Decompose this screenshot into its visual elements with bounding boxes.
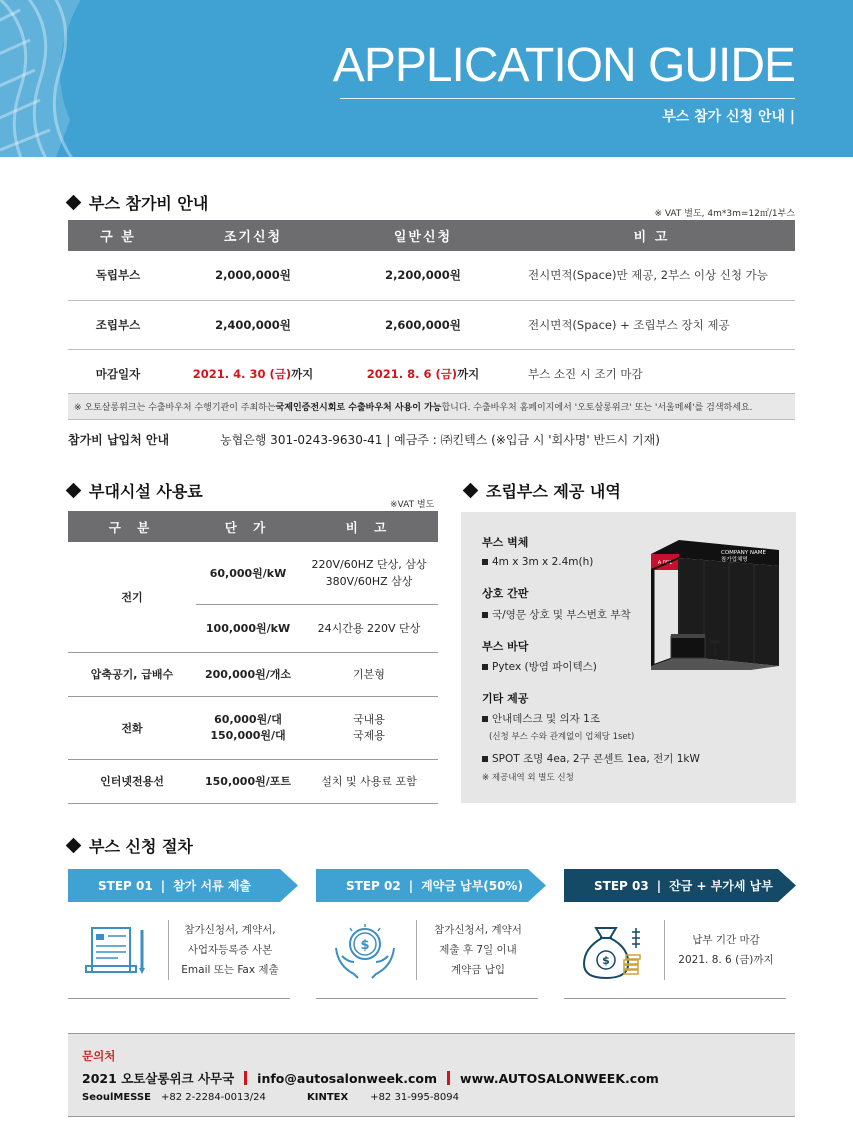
header-cell: 구 분 [68, 511, 196, 542]
etc-item-spot: SPOT 조명 4ea, 2구 콘센트 1ea, 전기 1kW [482, 751, 700, 766]
cell: 2021. 4. 30 (금)까지 [168, 349, 338, 398]
floor-heading: 부스 바닥 [482, 640, 529, 653]
fee-section-title: 부스 참가비 안내 [66, 191, 208, 214]
hands-coin-icon [330, 922, 400, 982]
separator-bar [244, 1071, 247, 1085]
table-row [68, 300, 795, 349]
square-bullet-icon [482, 716, 488, 722]
kintex-phone: +82 31-995-8094 [370, 1092, 459, 1103]
step-label: 잔금 + 부가세 납부 [669, 879, 773, 893]
extra-request-note: ※ 제공내역 외 별도 신청 [482, 773, 574, 783]
step-02-text: 참가신청서, 계약서 제출 후 7일 이내 계약금 납입 [434, 924, 522, 976]
cell: 마감일자 [68, 349, 168, 398]
tire-tread-icon [0, 0, 180, 157]
fee-table-header [68, 220, 795, 251]
step-number: STEP 01 [98, 878, 153, 893]
payment-info: 참가비 납입처 안내 농협은행 301-0243-9630-41 | 예금주 : ㈜킨텍스 (※입금 시 '회사명' 반드시 기재) [68, 433, 660, 447]
fee-table [68, 220, 795, 399]
step-01-text: 참가신청서, 계약서, 사업자등록증 사본 Email 또는 Fax 제출 [181, 924, 279, 976]
cell: 전화 [68, 696, 196, 759]
header-cell: 비 고 [508, 220, 795, 251]
step-03-text: 납부 기간 마감 2021. 8. 6 (금)까지 [678, 934, 774, 966]
header-cell: 조기신청 [168, 220, 338, 251]
seoulmesse-logo: SeoulMESSE [82, 1092, 151, 1103]
table-row [68, 696, 438, 759]
cell: 24시간용 220V 단상 [300, 604, 438, 652]
cell: 2,600,000원 [338, 300, 508, 349]
separator-bar [447, 1071, 450, 1085]
step-label: 계약금 납부(50%) [421, 879, 523, 893]
etc-heading: 기타 제공 [482, 692, 529, 705]
cell: 전기 [68, 542, 196, 652]
contact-footer [68, 1033, 795, 1117]
svg-text:$: $ [360, 938, 370, 953]
steps-section-title: 부스 신청 절차 [66, 834, 193, 857]
table-row [68, 251, 795, 300]
cell: 2021. 8. 6 (금)까지 [338, 349, 508, 398]
sign-item: 국/영문 상호 및 부스번호 부착 [482, 607, 631, 622]
diamond-bullet-icon [66, 195, 82, 211]
table-row [68, 349, 795, 398]
cell: 국내용 국제용 [300, 696, 438, 759]
etc-item-desk: 안내데스크 및 의자 1조 [482, 711, 600, 726]
square-bullet-icon [482, 612, 488, 618]
step-number: STEP 03 [594, 878, 649, 893]
title-rule [340, 98, 795, 99]
etc-subnote: (신청 부스 수와 관계없이 업체당 1set) [489, 732, 635, 742]
sign-heading: 상호 간판 [482, 587, 529, 600]
facility-table [68, 511, 438, 804]
fee-vat-note: ※ VAT 별도, 4m*3m=12㎡/1부스 [654, 209, 795, 219]
cell: 60,000원/대 150,000원/대 [196, 696, 300, 759]
square-bullet-icon [482, 664, 488, 670]
page-title: APPLICATION GUIDE [332, 39, 795, 92]
svg-text:$: $ [602, 954, 610, 967]
cell: 2,200,000원 [338, 251, 508, 300]
table-row [68, 652, 438, 696]
step-01-body [68, 912, 290, 999]
wall-item: 4m x 3m x 2.4m(h) [482, 556, 593, 568]
cell: 60,000원/kW [196, 542, 300, 604]
cell: 전시면적(Space) + 조립부스 장치 제공 [508, 300, 795, 349]
cell: 100,000원/kW [196, 604, 300, 652]
square-bullet-icon [482, 559, 488, 565]
cell: 200,000원/개소 [196, 652, 300, 696]
step-02-body [316, 912, 538, 999]
step-03-header: STEP 03 | 잔금 + 부가세 납부 [564, 869, 796, 902]
contact-label: 문의처 [82, 1049, 116, 1063]
document-pen-icon [82, 922, 152, 982]
header-cell: 일반신청 [338, 220, 508, 251]
cell: 인터넷전용선 [68, 759, 196, 803]
table-row [68, 759, 438, 803]
step-label: 참가 서류 제출 [173, 879, 252, 893]
cell: 설치 및 사용료 포함 [300, 759, 438, 803]
diamond-bullet-icon [66, 483, 82, 499]
header-cell: 구 분 [68, 220, 168, 251]
contact-email-link[interactable]: info@autosalonweek.com [257, 1070, 438, 1086]
cell: 기본형 [300, 652, 438, 696]
table-row [68, 542, 438, 604]
cell: 부스 소진 시 조기 마감 [508, 349, 795, 398]
cell: 조립부스 [68, 300, 168, 349]
booth-number: A 001 [657, 560, 673, 566]
provided-section-title: 조립부스 제공 내역 [463, 479, 621, 502]
contact-phone-row [82, 1092, 459, 1103]
step-03-body [564, 912, 786, 999]
header-cell: 단 가 [196, 511, 300, 542]
cell: 220V/60HZ 단상, 삼상 380V/60HZ 삼상 [300, 542, 438, 604]
page-subtitle: 부스 참가 신청 안내 | [662, 109, 795, 125]
organizer-name: 2021 오토살롱위크 사무국 [82, 1071, 235, 1086]
wall-heading: 부스 벽체 [482, 536, 529, 549]
facility-table-header [68, 511, 438, 542]
step-02-header: STEP 02 | 계약금 납부(50%) [316, 869, 546, 902]
cell: 2,400,000원 [168, 300, 338, 349]
seoulmesse-phone: +82 2-2284-0013/24 [160, 1092, 266, 1103]
facility-section-title: 부대시설 사용료 [66, 479, 203, 502]
diamond-bullet-icon [463, 483, 479, 499]
booth-sign-ko: 참가업체명 [721, 557, 748, 563]
diamond-bullet-icon [66, 838, 82, 854]
voucher-notice: ※ 오토살롱위크는 수출바우처 수행기관이 주최하는 국제인증전시회로 수출바우처 사용이 가능 합니다. 수출바우처 홈페이지에서 '오토살롱위크' 또는 '서울메쎄'를 검색하세요. [68, 393, 795, 420]
booth-sign-en: COMPANY NAME [721, 550, 766, 556]
floor-item: Pytex (방염 파이텍스) [482, 659, 597, 674]
cell: 압축공기, 급배수 [68, 652, 196, 696]
website-link[interactable]: www.AUTOSALONWEEK.com [460, 1070, 659, 1086]
facility-vat-note: ※VAT 별도 [390, 500, 435, 510]
cell: 150,000원/포트 [196, 759, 300, 803]
money-bag-icon [578, 922, 648, 982]
header-banner [0, 0, 853, 157]
step-number: STEP 02 [346, 878, 401, 893]
cell: 독립부스 [68, 251, 168, 300]
square-bullet-icon [482, 756, 488, 762]
cell: 2,000,000원 [168, 251, 338, 300]
provided-panel [461, 512, 796, 803]
booth-illustration-icon [651, 538, 781, 670]
header-cell: 비 고 [300, 511, 438, 542]
step-01-header: STEP 01 | 참가 서류 제출 [68, 869, 298, 902]
contact-main-row [82, 1069, 659, 1087]
kintex-logo: KINTEX [306, 1092, 349, 1103]
cell: 전시면적(Space)만 제공, 2부스 이상 신청 가능 [508, 251, 795, 300]
